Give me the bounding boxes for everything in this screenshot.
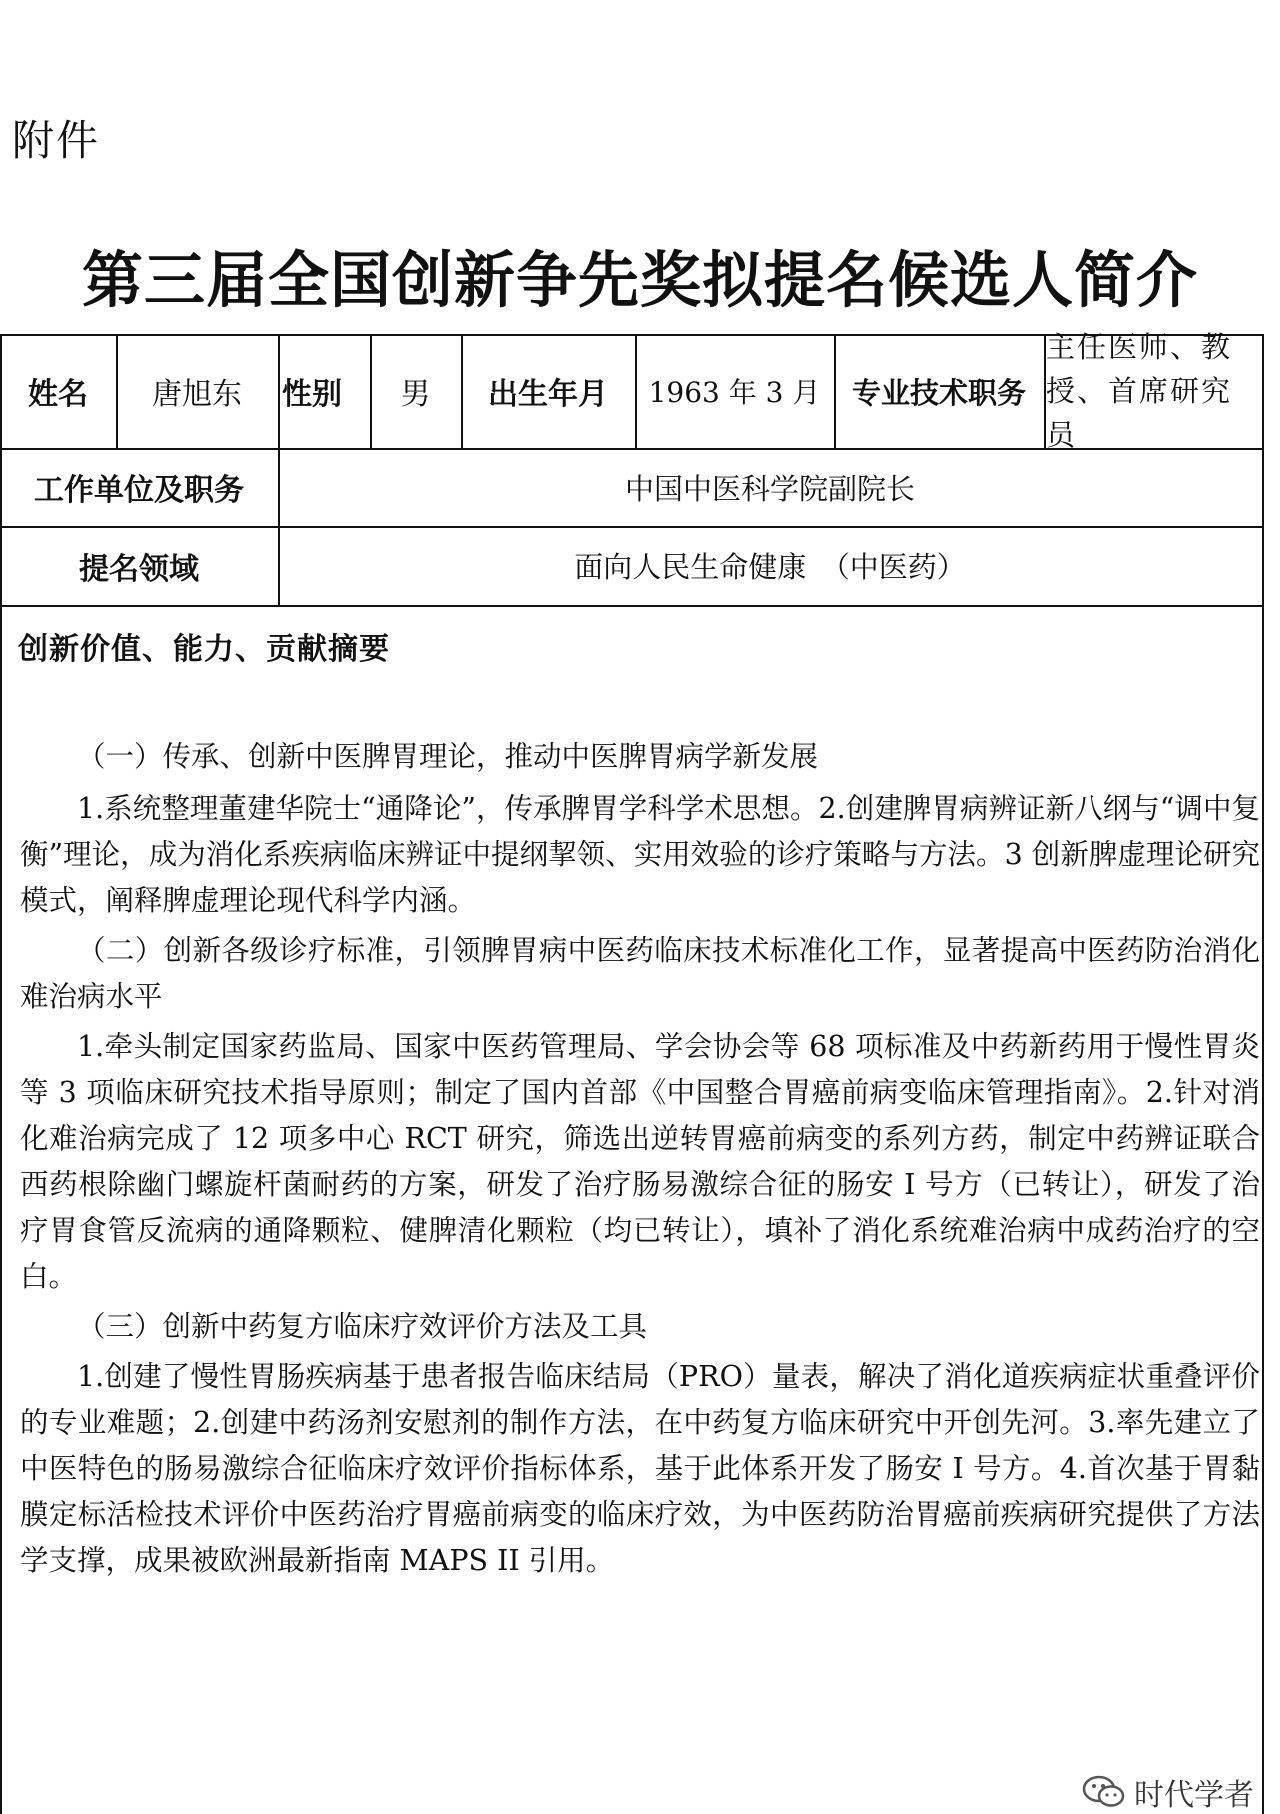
summary-heading: 创新价值、能力、贡献摘要 <box>18 632 390 667</box>
attachment-label: 附件 <box>12 116 101 165</box>
section-paragraph: 1.牵头制定国家药监局、国家中医药管理局、学会协会等 68 项标准及中药新药用于慢性胃炎等 3 项临床研究技术指导原则；制定了国内首部《中国整合胃癌前病变临床管理指南》。2.针对消化难治病完成了 12 项多中心 RCT 研究，筛选出逆转胃癌前病变的系列方药，制定中药辨证联合西药根除幽门螺旋杆菌耐药的方案，研发了治疗肠易激综合征的肠安 I 号方（已转让），研发了治疗胃食管反流病的通降颗粒、健脾清化颗粒（均已转让），填补了消化系统难治病中成药治疗的空白。 <box>20 1030 1260 1293</box>
summary-body <box>20 734 1260 1584</box>
birth-label: 出生年月 <box>488 377 608 412</box>
watermark-text: 时代学者 <box>1134 1778 1254 1813</box>
row-divider <box>0 605 1262 607</box>
name-label: 姓名 <box>28 377 88 412</box>
field-label: 提名领域 <box>79 551 199 587</box>
professional-title-value-line1: 主任医师、教 <box>1046 330 1233 364</box>
section-heading: （二）创新各级诊疗标准，引领脾胃病中医药临床技术标准化工作，显著提高中医药防治消化难治病水平 <box>20 934 1260 1013</box>
employer-label: 工作单位及职务 <box>34 473 244 508</box>
page-title: 第三届全国创新争先奖拟提名候选人简介 <box>81 245 1198 316</box>
professional-title-value-line2: 授、首席研究员 <box>1046 374 1233 452</box>
section-heading: （一）传承、创新中医脾胃理论，推动中医脾胃病学新发展 <box>77 740 819 773</box>
field-value: 面向人民生命健康 （中医药） <box>574 550 966 584</box>
professional-title-value <box>1044 330 1262 452</box>
wechat-icon <box>1082 1775 1126 1809</box>
section-paragraph: 1.创建了慢性胃肠疾病基于患者报告临床结局（PRO）量表，解决了消化道疾病症状重叠评价的专业难题；2.创建中药汤剂安慰剂的制作方法，在中药复方临床研究中开创先河。3.率先建立了中医特色的肠易激综合征临床疗效评价指标体系，基于此体系开发了肠安 I 号方。4.首次基于胃黏膜定标活检技术评价中医药治疗胃癌前病变的临床疗效，为中医药防治胃癌前疾病研究提供了方法学支撑，成果被欧洲最新指南 MAPS II 引用。 <box>20 1360 1260 1577</box>
section-paragraph: 1.系统整理董建华院士“通降论”，传承脾胃学科学术思想。2.创建脾胃病辨证新八纲与“调中复衡”理论，成为消化系疾病临床辨证中提纲挈领、实用效验的诊疗策略与方法。3 创新脾虚理论研究模式，阐释脾虚理论现代科学内涵。 <box>20 792 1260 917</box>
name-value: 唐旭东 <box>152 377 242 412</box>
employer-value: 中国中医科学院副院长 <box>624 471 915 506</box>
professional-title-label: 专业技术职务 <box>851 375 1026 410</box>
watermark <box>1082 1770 1254 1814</box>
birth-value: 1963 年 3 月 <box>648 376 821 409</box>
section-heading: （三）创新中药复方临床疗效评价方法及工具 <box>77 1310 648 1343</box>
gender-value: 男 <box>400 377 431 412</box>
gender-label: 性别 <box>282 377 342 412</box>
